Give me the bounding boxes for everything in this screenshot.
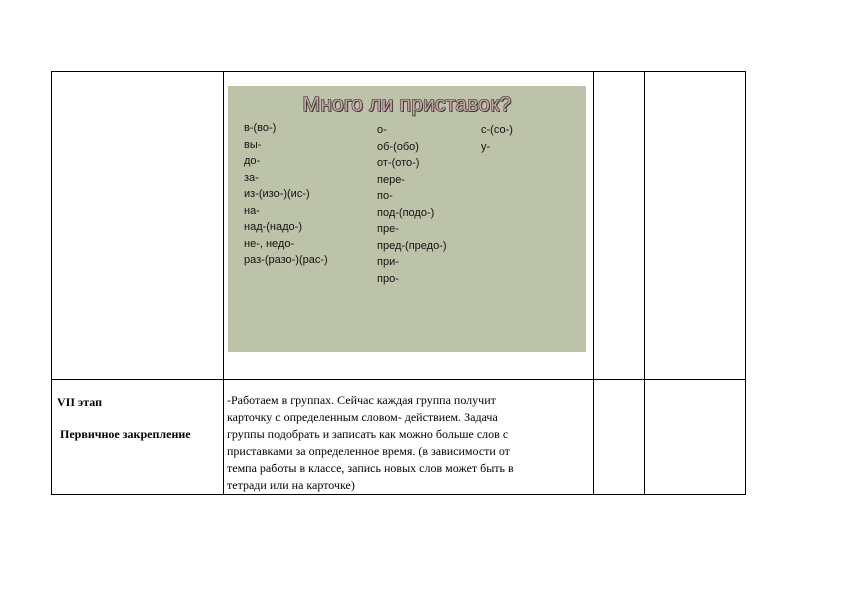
prefix-item: из-(изо-)(ис-) <box>244 188 310 200</box>
prefix-item: раз-(разо-)(рас-) <box>244 254 328 266</box>
prefix-item: о- <box>377 124 387 136</box>
task-description <box>227 392 589 494</box>
prefix-item: пере- <box>377 173 405 186</box>
prefix-column-2 <box>377 122 447 287</box>
column-divider-3 <box>644 71 645 495</box>
prefix-item: пре- <box>377 223 399 235</box>
prefix-item: под-(подо-) <box>377 206 435 219</box>
prefix-item: об-(обо) <box>377 140 419 153</box>
prefix-item: на- <box>244 204 260 217</box>
table-border-bottom <box>51 494 746 495</box>
prefix-slide-image <box>228 86 586 352</box>
prefix-item: над-(надо-) <box>244 221 302 233</box>
prefix-item: пред-(предо-) <box>377 239 447 252</box>
column-divider-2 <box>593 71 594 495</box>
prefix-item: за- <box>244 171 259 184</box>
prefix-item: вы- <box>244 138 262 151</box>
prefix-column-3 <box>481 122 513 155</box>
stage-name: Первичное закрепление <box>60 427 191 441</box>
task-line: темпа работы в классе, запись новых слов может быть в <box>227 461 514 475</box>
table-border-left <box>51 71 52 495</box>
column-divider-1 <box>223 71 224 495</box>
prefix-item: не-, недо- <box>244 237 295 250</box>
task-line: приставками за определенное время. (в зависимости от <box>227 444 510 458</box>
prefix-column-1 <box>244 120 328 269</box>
prefix-item: до- <box>244 155 261 167</box>
prefix-item: при- <box>377 256 399 268</box>
task-line: тетради или на карточке) <box>227 478 355 492</box>
task-line: -Работаем в группах. Сейчас каждая группа получит <box>227 393 496 407</box>
prefix-item: от-(ото-) <box>377 157 420 169</box>
table-border-top <box>51 71 746 72</box>
row-divider <box>51 379 746 380</box>
stage-number: VII этап <box>57 395 102 409</box>
prefix-item: в-(во-) <box>244 122 277 134</box>
task-line: группы подобрать и записать как можно больше слов с <box>227 427 509 441</box>
prefix-item: у- <box>481 140 491 153</box>
task-line: карточку с определенным словом- действием. Задача <box>227 410 498 424</box>
slide-title: Много ли приставок? <box>302 93 512 116</box>
prefix-item: по- <box>377 190 393 202</box>
prefix-item: про- <box>377 272 399 285</box>
table-border-right <box>745 71 746 495</box>
prefix-item: с-(со-) <box>481 124 513 136</box>
